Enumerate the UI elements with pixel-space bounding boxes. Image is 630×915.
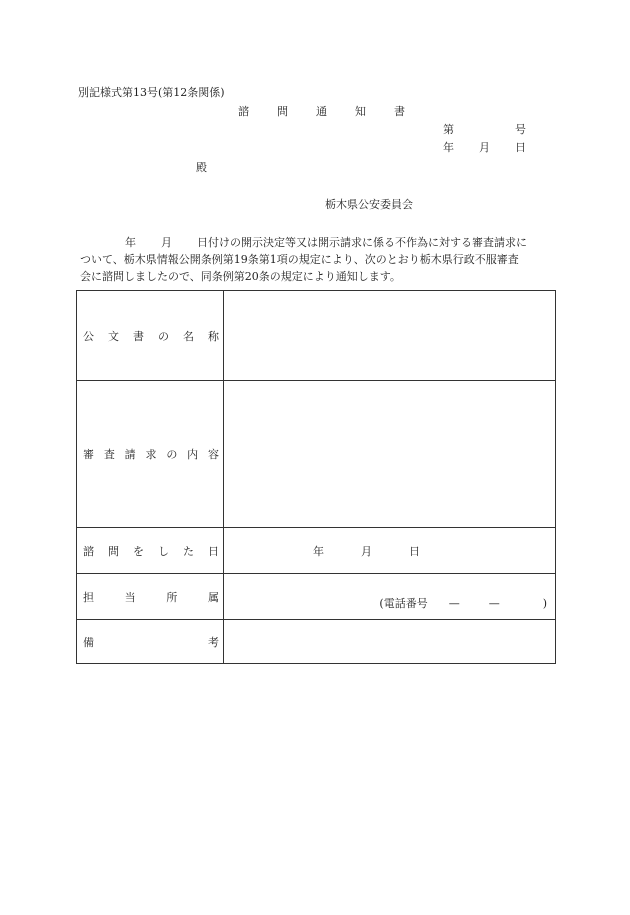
label-char: し (158, 544, 169, 558)
label-char: 備 (83, 635, 94, 649)
label-char: 諮 (83, 544, 94, 558)
label-char: た (183, 544, 194, 558)
label-document-name (77, 291, 224, 381)
label-char: 求 (145, 448, 157, 461)
form-number: 別記様式第13号(第12条関係) (78, 86, 225, 99)
consult-date-year: 年 (313, 544, 324, 558)
doc-number-prefix: 第 (443, 123, 454, 136)
value-consult-date[interactable] (224, 528, 556, 574)
phone-close: ) (542, 597, 547, 610)
value-request-content[interactable] (224, 381, 556, 528)
phone-dash: — (448, 597, 460, 610)
label-char: 審 (83, 448, 94, 461)
notice-form-table (76, 290, 556, 664)
label-consult-date (77, 528, 224, 574)
label-char: 名 (183, 329, 194, 343)
label-char: 書 (133, 329, 144, 343)
label-char: 容 (207, 448, 219, 461)
header-date-day: 日 (515, 141, 526, 154)
body-line-1-rest: 日付けの開示決定等又は開示請求に係る不作為に対する審査請求に (197, 236, 527, 249)
label-department (77, 574, 224, 620)
label-char: 査 (103, 448, 115, 461)
value-document-name[interactable] (224, 291, 556, 381)
label-request-content (77, 381, 224, 528)
label-char: 当 (124, 590, 136, 604)
title-char: 書 (394, 105, 405, 118)
label-char: 請 (124, 448, 136, 461)
title-char: 知 (355, 105, 366, 118)
document-title (238, 105, 433, 119)
body-line-2: ついて、栃木県情報公開条例第19条第1項の規定により、次のとおり栃木県行政不服審査 (80, 253, 519, 266)
title-char: 通 (316, 105, 327, 118)
body-month: 月 (161, 236, 172, 249)
body-year: 年 (125, 236, 136, 249)
label-char: 所 (166, 590, 178, 604)
table-row-consult-date (77, 528, 556, 574)
label-char: の (166, 448, 178, 461)
label-char: 考 (208, 635, 219, 649)
label-char: の (158, 329, 169, 343)
table-row-request-content (77, 381, 556, 528)
body-line-3: 会に諮問しましたので、同条例第20条の規定により通知します。 (80, 270, 401, 283)
body-paragraph (80, 234, 560, 285)
label-char: 称 (208, 329, 219, 343)
title-char: 問 (277, 105, 288, 118)
label-char: 内 (187, 448, 199, 461)
label-remarks (77, 620, 224, 664)
phone-label: (電話番号 (379, 597, 428, 610)
label-char: 日 (208, 544, 219, 558)
label-char: 担 (83, 590, 94, 604)
label-char: 文 (108, 329, 119, 343)
title-char: 諮 (238, 105, 249, 118)
table-row-document-name (77, 291, 556, 381)
addressee-suffix: 殿 (196, 161, 207, 174)
consult-date-day: 日 (409, 544, 420, 558)
label-char: 問 (108, 544, 119, 558)
body-line-1 (80, 234, 560, 251)
label-char: 属 (207, 590, 219, 604)
doc-number-suffix: 号 (515, 123, 526, 136)
phone-number-field (379, 595, 547, 611)
table-row-department (77, 574, 556, 620)
header-date-year: 年 (443, 141, 454, 154)
consult-date-month: 月 (361, 544, 372, 558)
header-date-month: 月 (479, 141, 490, 154)
value-remarks[interactable] (224, 620, 556, 664)
table-row-remarks (77, 620, 556, 664)
sender-name: 栃木県公安委員会 (325, 198, 413, 211)
phone-dash: — (488, 597, 500, 610)
value-department[interactable] (224, 574, 556, 620)
label-char: を (133, 544, 144, 558)
label-char: 公 (83, 329, 94, 343)
